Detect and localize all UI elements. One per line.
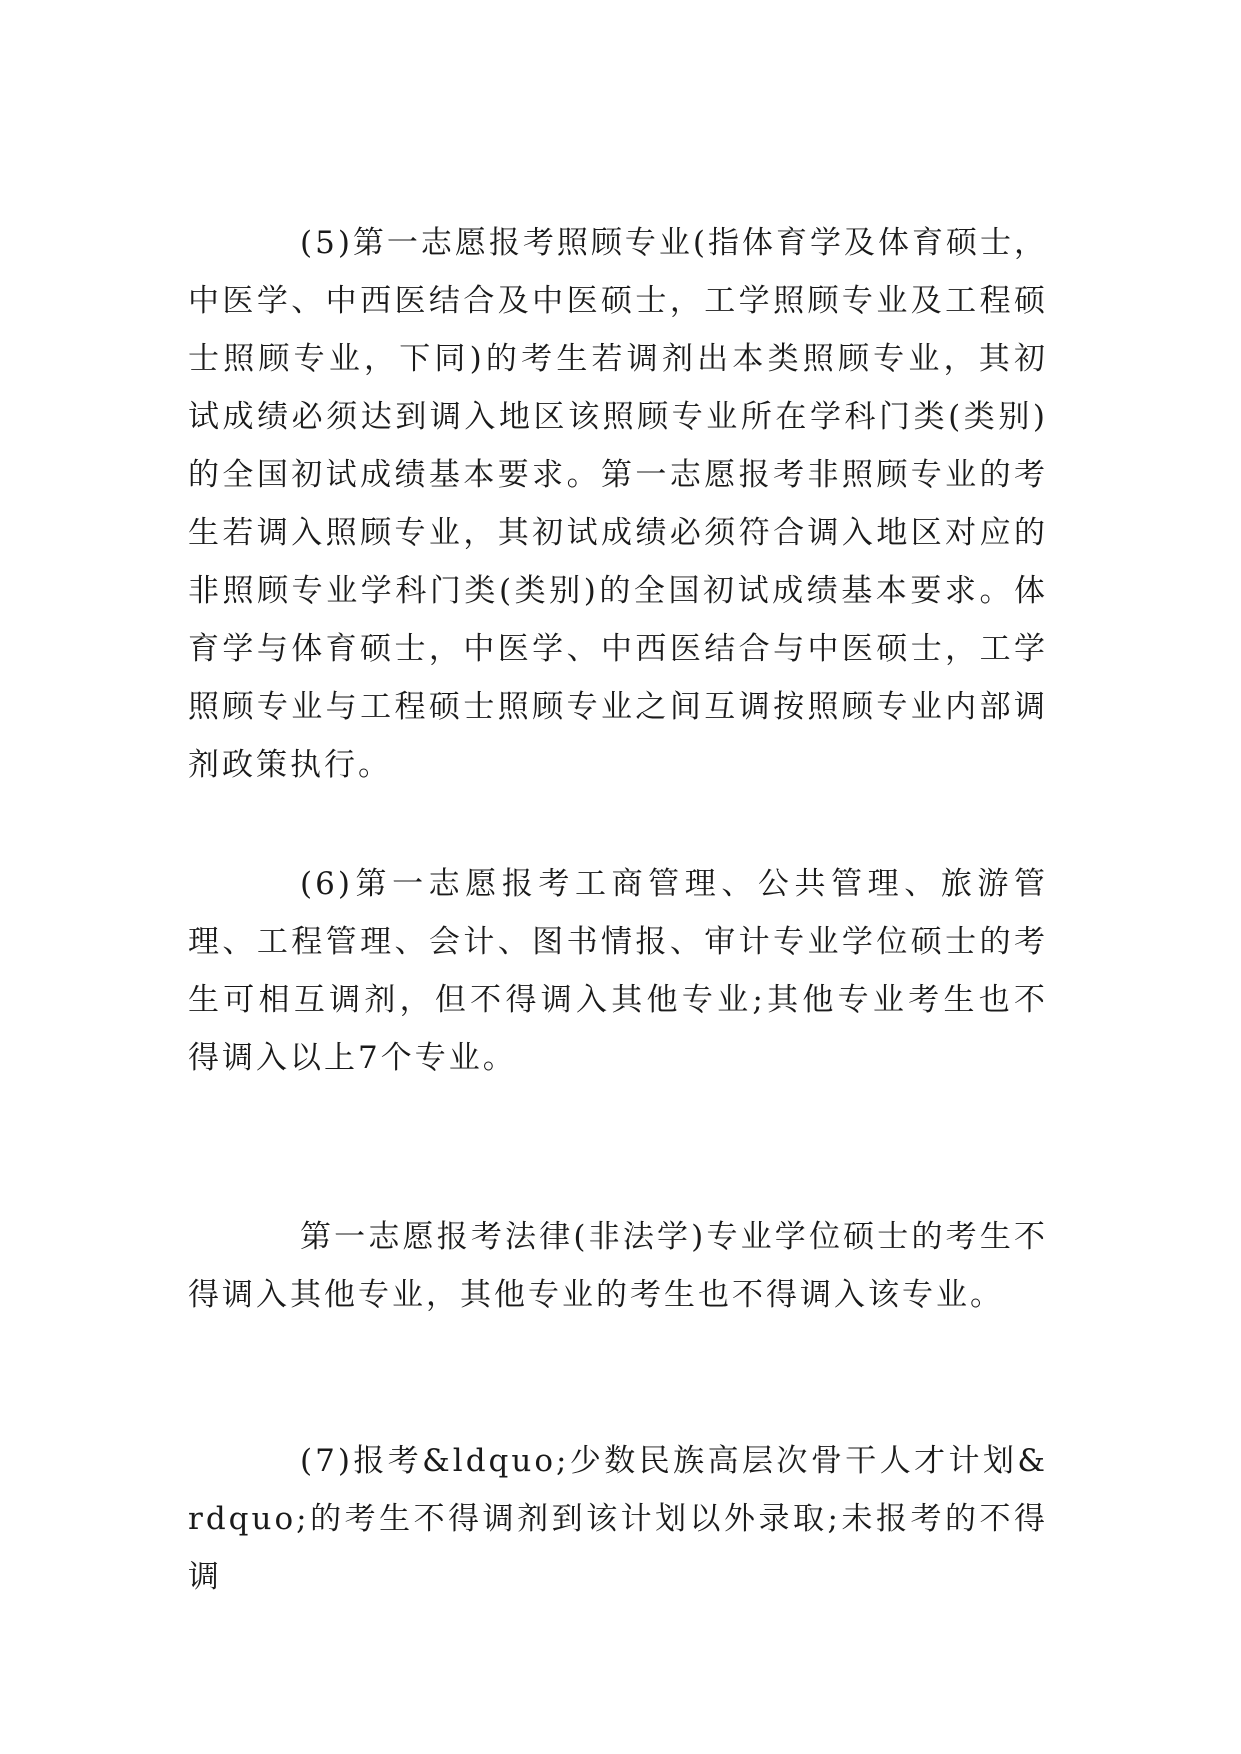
paragraph-5: (5)第一志愿报考照顾专业(指体育学及体育硕士，中医学、中西医结合及中医硕士，工学照顾专业及工程硕士照顾专业，下同)的考生若调剂出本类照顾专业，其初试成绩必须达到调入地区该照顾专业所在学科门类(类别)的全国初试成绩基本要求。第一志愿报考非照顾专业的考生若调入照顾专业，其初试成绩必须符合调入地区对应的非照顾专业学科门类(类别)的全国初试成绩基本要求。体育学与体育硕士，中医学、中西医结合与中医硕士，工学照顾专业与工程硕士照顾专业之间互调按照顾专业内部调剂政策执行。 xyxy=(188,225,1049,783)
paragraph-7: (7)报考&ldquo;少数民族高层次骨干人才计划&rdquo;的考生不得调剂到该计划以外录取;未报考的不得调 xyxy=(188,1443,1048,1595)
paragraph-6: (6)第一志愿报考工商管理、公共管理、旅游管理、工程管理、会计、图书情报、审计专业学位硕士的考生可相互调剂，但不得调入其他专业;其他专业考生也不得调入以上7个专业。 xyxy=(188,866,1048,1076)
paragraph-law-degree: 第一志愿报考法律(非法学)专业学位硕士的考生不得调入其他专业，其他专业的考生也不得调入该专业。 xyxy=(188,1219,1048,1313)
